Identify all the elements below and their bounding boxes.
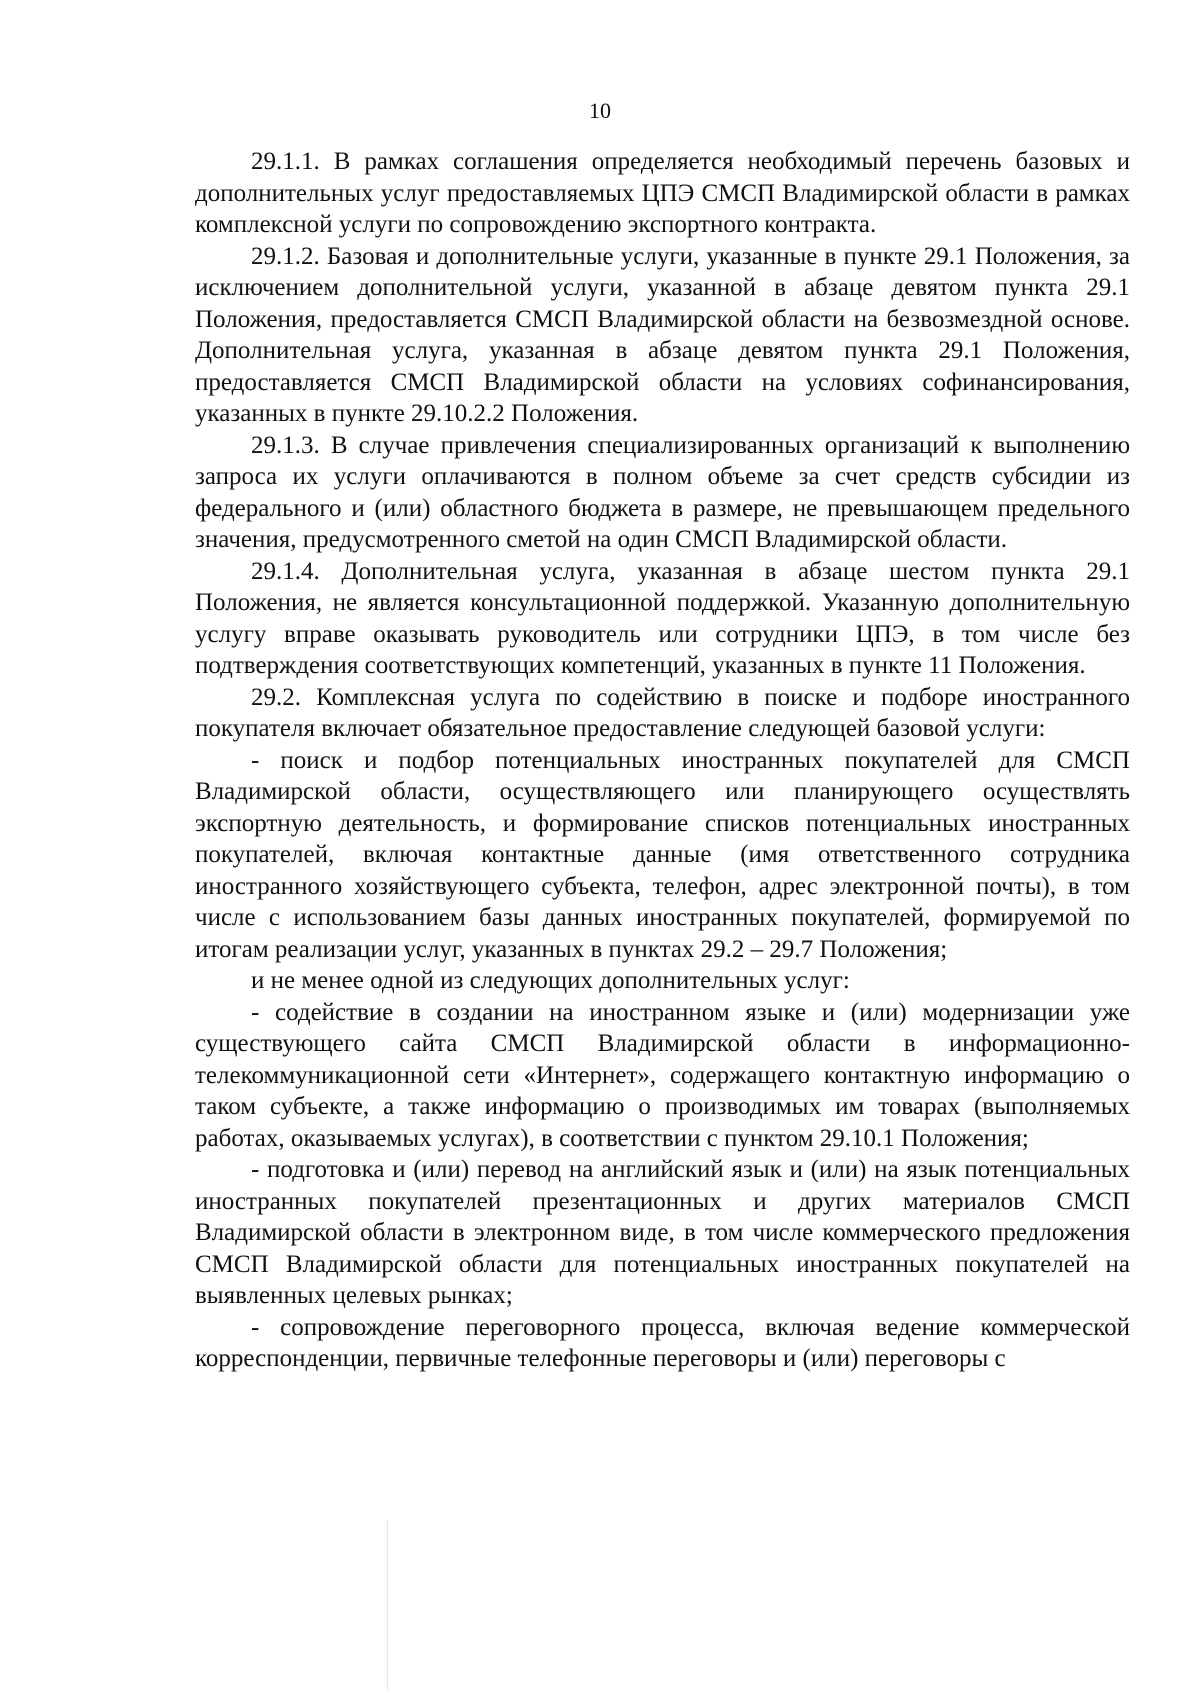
paragraph-29-1-3: 29.1.3. В случае привлечения специализированных организаций к выполнению запроса их услуги оплачиваются в полном объеме за счет средств субсидии из федерального и (или) областного бюджета в размере, не превышающем предельного значения, предусмотренного сметой на один СМСП Владимирской области. bbox=[195, 431, 1130, 553]
document-body bbox=[195, 146, 1130, 1375]
scan-artifact-line bbox=[387, 1520, 388, 1690]
paragraph-29-1-4: 29.1.4. Дополнительная услуга, указанная в абзаце шестом пункта 29.1 Положения, не является консультационной поддержкой. Указанную дополнительную услугу вправе оказывать руководитель или сотрудники ЦПЭ, в том числе без подтверждения соответствующих компетенций, указанных в пункте 11 Положения. bbox=[195, 557, 1130, 679]
list-item-website: - содействие в создании на иностранном языке и (или) модернизации уже существующего сайта СМСП Владимирской области в информационно-телекоммуникационной сети «Интернет», содержащего контактную информацию о таком субъекте, а также информацию о производимых им товарах (выполняемых работах, оказываемых услугах), в соответствии с пунктом 29.10.1 Положения; bbox=[195, 998, 1130, 1152]
paragraph-29-1-1: 29.1.1. В рамках соглашения определяется необходимый перечень базовых и дополнительных услуг предоставляемых ЦПЭ СМСП Владимирской области в рамках комплексной услуги по сопровождению экспортного контракта. bbox=[195, 148, 1130, 238]
paragraph-additional-intro: и не менее одной из следующих дополнительных услуг: bbox=[251, 967, 850, 994]
list-item-translation: - подготовка и (или) перевод на английский язык и (или) на язык потенциальных иностранных покупателей презентационных и других материалов СМСП Владимирской области в электронном виде, в том числе коммерческого предложения СМСП Владимирской области для потенциальных иностранных покупателей на выявленных целевых рынках; bbox=[195, 1156, 1130, 1309]
page-number: 10 bbox=[589, 98, 611, 123]
list-item-negotiations: - сопровождение переговорного процесса, включая ведение коммерческой корреспонденции, первичные телефонные переговоры и (или) переговоры с bbox=[195, 1313, 1130, 1372]
list-item-base-service: - поиск и подбор потенциальных иностранных покупателей для СМСП Владимирской области, осуществляющего или планирующего осуществлять экспортную деятельность, и формирование списков потенциальных иностранных покупателей, включая контактные данные (имя ответственного сотрудника иностранного хозяйствующего субъекта, телефон, адрес электронной почты), в том числе с использованием базы данных иностранных покупателей, формируемой по итогам реализации услуг, указанных в пунктах 29.2 – 29.7 Положения; bbox=[195, 746, 1130, 963]
paragraph-29-1-2: 29.1.2. Базовая и дополнительные услуги, указанные в пункте 29.1 Положения, за исключением дополнительной услуги, указанной в абзаце девятом пункта 29.1 Положения, предоставляется СМСП Владимирской области на безвозмездной основе. Дополнительная услуга, указанная в абзаце девятом пункта 29.1 Положения, предоставляется СМСП Владимирской области на условиях софинансирования, указанных в пункте 29.10.2.2 Положения. bbox=[195, 242, 1130, 427]
paragraph-29-2: 29.2. Комплексная услуга по содействию в поиске и подборе иностранного покупателя включает обязательное предоставление следующей базовой услуги: bbox=[195, 683, 1130, 742]
